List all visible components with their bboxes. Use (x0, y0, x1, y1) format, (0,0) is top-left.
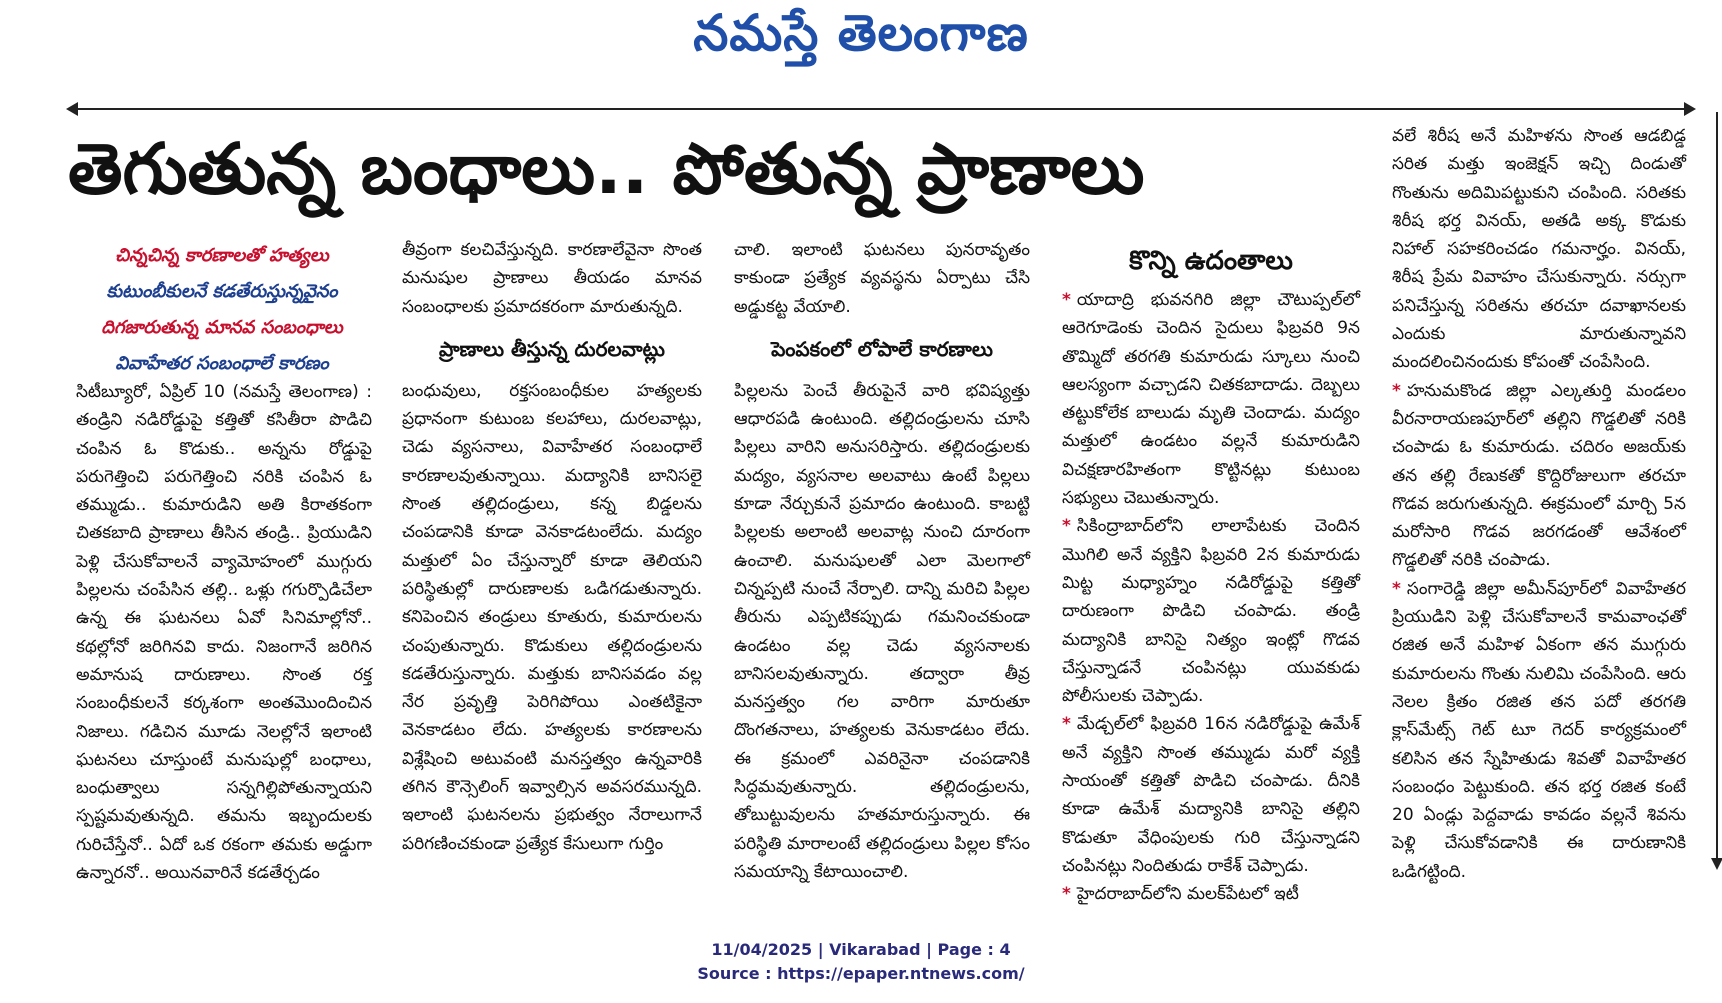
column-5 (1392, 122, 1686, 886)
column-3 (734, 236, 1030, 886)
incident-text: మేడ్చల్‌లో ఫిబ్రవరి 16న నడిరోడ్డుపై ఉమేశ్ అనే వ్యక్తిని సొంత తమ్ముడు మరో వ్యక్తి సాయంతో కత్తితో పొడిచి చంపాడు. దీనికి కూడా ఉమేశ్ మద్యానికి బానిసై తల్లిని కొడుతూ వేధింపులకు గురి చేస్తున్నాడని చంపినట్లు నిందితుడు రాకేశ్ చెప్పాడు. (1062, 714, 1360, 876)
subdeck-1: చిన్నచిన్న కారణాలతో హత్యలు (115, 245, 329, 266)
bullet-icon: * (1062, 714, 1071, 735)
incident-text: సికింద్రాబాద్‌లోని లాలాపేటకు చెందిన మొగిలి అనే వ్యక్తిని ఫిబ్రవరి 2న కుమారుడు మిట్ట మధ్యాహ్నం నడిరోడ్డుపై కత్తితో దారుణంగా పొడిచి చంపాడు. తండ్రి మద్యానికి బానిసై నిత్యం ఇంట్లో గొడవ చేస్తున్నాడనే చంపినట్లు యువకుడు పోలీసులకు చెప్పాడు. (1062, 516, 1360, 707)
bullet-icon: * (1062, 884, 1071, 905)
subdeck-3: దిగజారుతున్న మానవ సంబంధాలు (101, 317, 343, 338)
bullet-icon: * (1392, 578, 1401, 599)
subdeck-4: వివాహేతర సంబంధాలే కారణం (115, 353, 329, 374)
incident-item (1062, 512, 1360, 710)
column-3-subheading: పెంపకంలో లోపాలే కారణాలు (771, 336, 993, 361)
incident-item (1062, 880, 1360, 908)
divider-right-arrow (1684, 102, 1696, 116)
column-5-intro: వలే శిరీష అనే మహిళను సొంత ఆడబిడ్డ సరిత మత్తు ఇంజెక్షన్ ఇచ్చి దిండుతో గొంతును అదిమిపట్టుకుని చంపింది. సరితకు శిరీష భర్త వినయ్, అతడి అక్క కొడుకు నిహాల్ సహకరించడం గమనార్హం. వినయ్, శిరీష ప్రేమ వివాహం చేసుకున్నారు. నర్సుగా పనిచేస్తున్న సరితను తరచూ దవాఖానలకు ఎందుకు మారుతున్నావని మందలించినందుకు కోపంతో చంపేసింది. (1392, 126, 1686, 373)
subdeck-group (72, 238, 372, 382)
top-divider (70, 108, 1690, 110)
bullet-icon: * (1062, 516, 1071, 537)
incident-text: సంగారెడ్డి జిల్లా అమీన్‌పూర్‌లో వివాహేతర ప్రియుడిని పెళ్లి చేసుకోవాలనే కామవాంఛతో రజిత అనే మహిళ ఏకంగా తన ముగ్గురు కుమారులను గొంతు నులిమి చంపేసింది. ఆరు నెలల క్రితం రజిత తన పదో తరగతి క్లాస్‌మేట్స్ గెట్ టూ గెదర్ కార్యక్రమంలో కలిసిన తన స్నేహితుడు శివతో వివాహేతర సంబంధం పెట్టుకుంది. తన భర్త రజిత కంటే 20 ఏండ్లు పెద్దవాడు కావడం వల్లనే శివను పెళ్లి చేసుకోవడానికి ఈ దారుణానికి ఒడిగట్టింది. (1392, 578, 1686, 882)
footer-source-link[interactable]: Source : https://epaper.ntnews.com/ (697, 964, 1025, 983)
masthead-logo (0, 4, 1722, 75)
column-4-incidents (1062, 236, 1360, 909)
column-3-body: పిల్లలను పెంచే తీరుపైనే వారి భవిష్యత్తు ఆధారపడి ఉంటుంది. తల్లిదండ్రులను చూసి పిల్లలు వారిని అనుసరిస్తారు. తల్లిదండ్రులకు మద్యం, వ్యసనాల అలవాటు ఉంటే పిల్లలు కూడా నేర్చుకునే ప్రమాదం ఉంటుంది. కాబట్టి పిల్లలకు అలాంటి అలవాట్ల నుంచి దూరంగా ఉంచాలి. మనుషులతో ఎలా మెలగాలో చిన్నప్పటి నుంచే నేర్పాలి. దాన్ని మరిచి పిల్లల తీరును ఎప్పటికప్పుడు గమనించకుండా ఉండటం వల్ల చెడు వ్యసనాలకు బానిసలవుతున్నారు. తద్వారా తీవ్ర మనస్తత్వం గల వారిగా మారుతూ దొంగతనాలు, హత్యలకు వెనుకాడటం లేదు. ఈ క్రమంలో ఎవరినైనా చంపడానికి సిద్ధమవుతున్నారు. తల్లిదండ్రులను, తోబుట్టువులను హతమారుస్తున్నారు. ఈ పరిస్థితి మారాలంటే తల్లిదండ్రులు పిల్లల కోసం సమయాన్ని కేటాయించాలి. (734, 380, 1030, 882)
incident-text: హైదరాబాద్‌లోని మలక్‌పేటలో ఇటీ (1076, 884, 1299, 905)
subdeck-2: కుటుంబీకులనే కడతేరుస్తున్నవైనం (106, 281, 338, 302)
incident-text: హనుమకొండ జిల్లా ఎల్కతుర్తి మండలం వీరనారాయణపూర్‌లో తల్లిని గొడ్డలితో నరికి చంపాడు ఓ కుమారుడు. చదిరం అజయ్‌కు తన తల్లి రేణుకతో కొద్దిరోజులుగా తరచూ గొడవ జరుగుతున్నది. ఈక్రమంలో మార్చి 5న మరోసారి గొడవ జరగడంతో ఆవేశంలో గొడ్డలితో నరికి చంపాడు. (1392, 380, 1686, 571)
incident-item (1392, 377, 1686, 575)
bullet-icon: * (1392, 380, 1401, 401)
column-2-subheading: ప్రాణాలు తీస్తున్న దురలవాట్లు (439, 336, 665, 361)
column-2-body: బంధువులు, రక్తసంబంధీకుల హత్యలకు ప్రధానంగా కుటుంబ కలహాలు, దురలవాట్లు, చెడు వ్యసనాలు, వివాహేతర సంబంధాలే కారణాలవుతున్నాయి. మద్యానికి బానిసలై సొంత తల్లిదండ్రులు, కన్న బిడ్డలను చంపడానికి కూడా వెనకాడటంలేదు. మద్యం మత్తులో ఏం చేస్తున్నారో కూడా తెలియని పరిస్థితుల్లో దారుణాలకు ఒడిగడుతున్నారు. కనిపెంచిన తండ్రులు కూతురు, కుమారులను చంపుతున్నారు. కొడుకులు తల్లిదండ్రులను కడతేరుస్తున్నారు. మత్తుకు బానిసవడం వల్ల నేర ప్రవృత్తి పెరిగిపోయి ఎంతటికైనా వెనకాడటం లేదు. హత్యలకు కారణాలను విశ్లేషించి అటువంటి మనస్తత్వం ఉన్నవారికి తగిన కౌన్సెలింగ్ ఇవ్వాల్సిన అవసరమున్నది. ఇలాంటి ఘటనలను ప్రభుత్వం నేరాలుగానే పరిగణించకుండా ప్రత్యేక కేసులుగా గుర్తిం (402, 380, 702, 854)
divider-left-arrow (66, 102, 78, 116)
footer-edition-info: 11/04/2025 | Vikarabad | Page : 4 (711, 940, 1011, 959)
incident-item (1062, 710, 1360, 880)
incidents-title: కొన్ని ఉదంతాలు (1129, 246, 1293, 276)
column-2 (402, 236, 702, 858)
article-headline: తెగుతున్న బంధాలు.. పోతున్న ప్రాణాలు (68, 128, 1145, 210)
column-2-intro: తీవ్రంగా కలచివేస్తున్నది. కారణాలేవైనా సొంత మనుషుల ప్రాణాలు తీయడం మానవ సంబంధాలకు ప్రమాదకరంగా మారుతున్నది. (402, 240, 702, 317)
masthead-title: నమస్తే తెలంగాణ (693, 4, 1029, 62)
column-3-intro: చాలి. ఇలాంటి ఘటనలు పునరావృతం కాకుండా ప్రత్యేక వ్యవస్థను ఏర్పాటు చేసి అడ్డుకట్ట వేయాలి. (734, 240, 1030, 317)
bullet-icon: * (1062, 290, 1071, 310)
incident-item (1392, 575, 1686, 886)
divider-down-arrow (1711, 858, 1722, 870)
right-divider (1716, 112, 1718, 862)
incident-item (1062, 286, 1360, 512)
incident-text: యాదాద్రి భువనగిరి జిల్లా చౌటుప్పల్‌లో ఆరెగూడెంకు చెందిన సైదులు ఫిబ్రవరి 9న తొమ్మిదో తరగతి కుమారుడు స్కూలు నుంచి ఆలస్యంగా వచ్చాడని చితకబాదాడు. దెబ్బలు తట్టుకోలేక బాలుడు మృతి చెందాడు. మద్యం మత్తులో ఉండటం వల్లనే కుమారుడిని విచక్షణారహితంగా కొట్టినట్లు కుటుంబ సభ్యులు చెబుతున్నారు. (1062, 290, 1360, 509)
column-1-text: సిటీబ్యూరో, ఏప్రిల్ 10 (నమస్తే తెలంగాణ) : తండ్రిని నడిరోడ్డుపై కత్తితో కసితీరా పొడిచి చంపిన ఓ కొడుకు.. అన్నను రోడ్డుపై పరుగెత్తించి పరుగెత్తించి నరికి చంపిన ఓ తమ్ముడు.. కుమారుడిని అతి కిరాతకంగా చితకబాది ప్రాణాలు తీసిన తండ్రి.. ప్రియుడిని పెళ్లి చేసుకోవాలనే వ్యామోహంలో ముగ్గురు పిల్లలను చంపేసిన తల్లి.. ఒళ్లు గగుర్పొడిచేలా ఉన్న ఈ ఘటనలు ఏవో సినిమాల్లోనో.. కథల్లోనో జరిగినవి కాదు. నిజంగానే జరిగిన అమానుష దారుణాలు. సొంత రక్త సంబంధీకులనే కర్కశంగా అంతమొందించిన నిజాలు. గడిచిన మూడు నెలల్లోనే ఇలాంటి ఘటనలు చూస్తుంటే మనుషుల్లో బంధాలు, బంధుత్వాలు సన్నగిల్లిపోతున్నాయని స్పష్టమవుతున్నది. తమను ఇబ్బందులకు గురిచేస్తేనో.. ఏదో ఒక రకంగా తమకు అడ్డుగా ఉన్నారనో.. అయినవారినే కడతేర్చడం (76, 382, 372, 884)
column-1 (76, 378, 372, 887)
